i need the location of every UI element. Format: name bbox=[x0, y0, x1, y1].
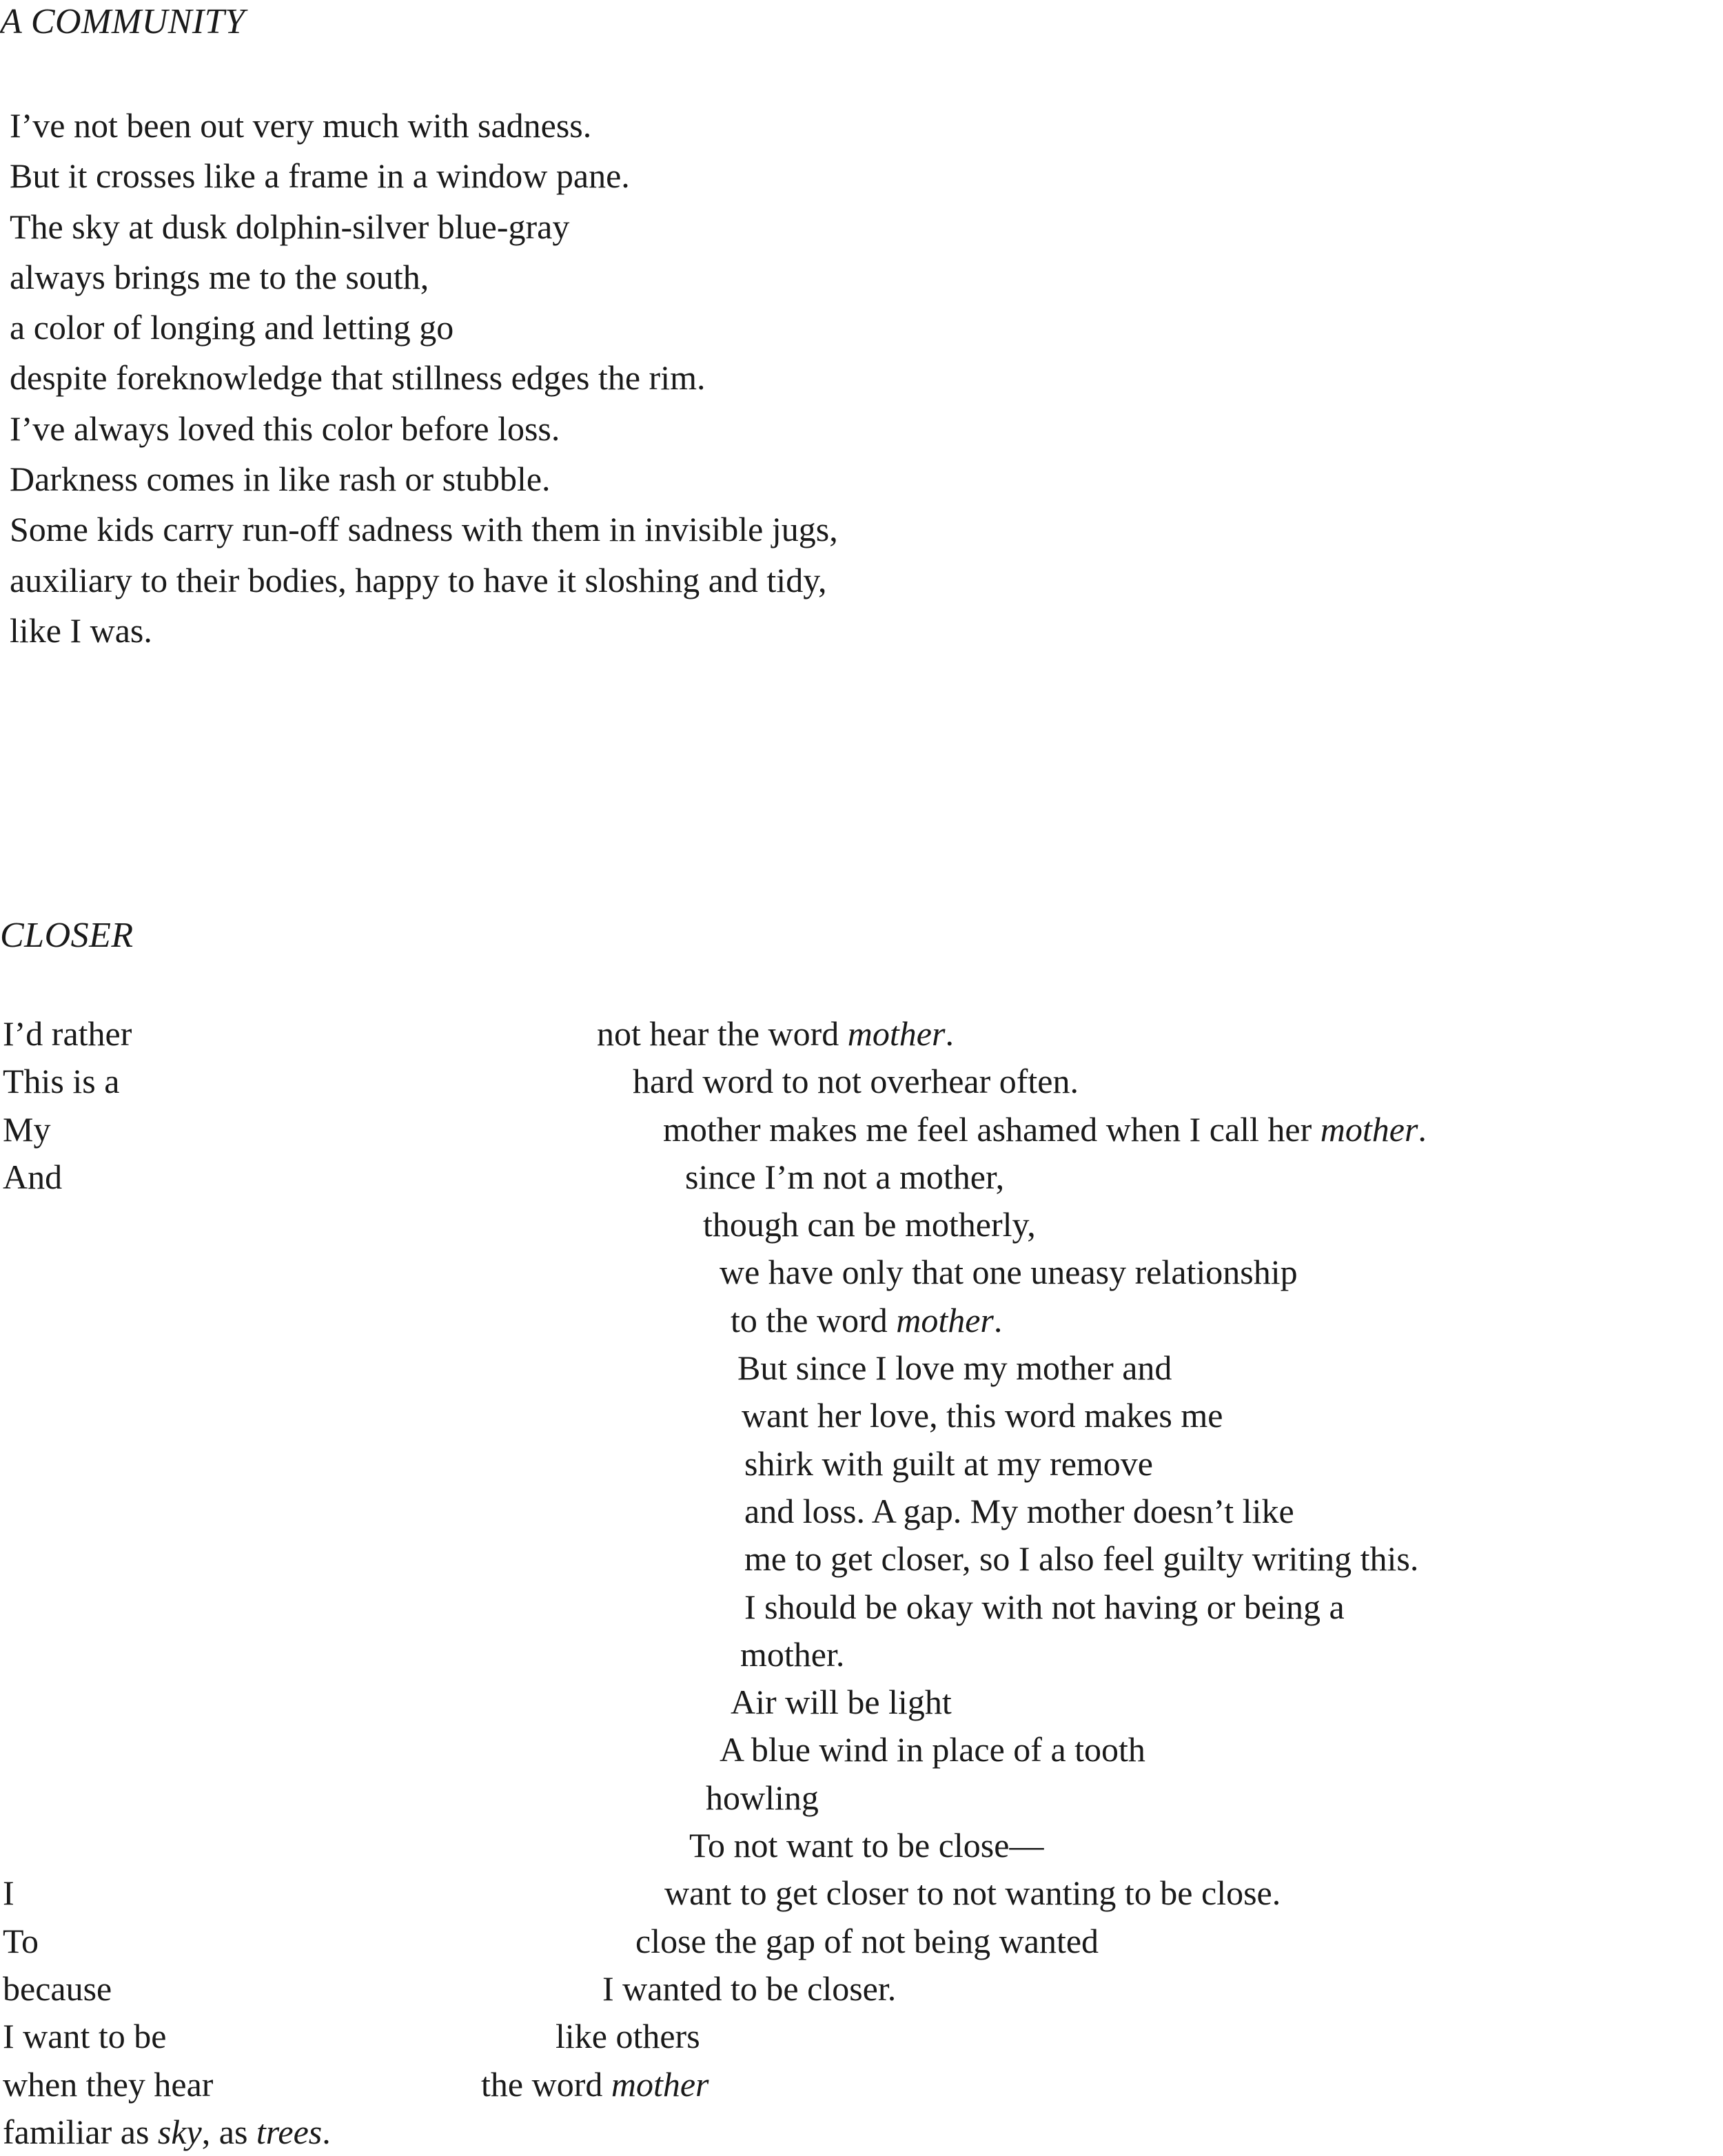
line-right-fragment bbox=[731, 1678, 952, 1726]
poem-line bbox=[0, 1631, 1723, 1678]
poem-line: always brings me to the south, bbox=[10, 257, 429, 296]
line-right-fragment bbox=[689, 1822, 1043, 1869]
poem-line: I’ve not been out very much with sadness. bbox=[10, 106, 592, 145]
line-right-fragment bbox=[706, 1774, 819, 1822]
poem-line: auxiliary to their bodies, happy to have it sloshing and tidy, bbox=[10, 560, 827, 599]
text-run: though can be motherly, bbox=[703, 1205, 1036, 1244]
line-left-fragment bbox=[3, 2108, 331, 2156]
line-right-fragment bbox=[685, 1153, 1004, 1201]
poem-line: Some kids carry run-off sadness with them in invisible jugs, bbox=[10, 510, 838, 549]
text-run: I should be okay with not having or being a bbox=[744, 1587, 1345, 1626]
text-run: . bbox=[945, 1014, 954, 1053]
italic-word: mother bbox=[611, 2064, 709, 2104]
line-right-fragment bbox=[597, 1010, 954, 1058]
poem-line bbox=[0, 1965, 1723, 2013]
poem-line: I’ve always loved this color before loss. bbox=[10, 409, 560, 448]
line-right-fragment bbox=[703, 1201, 1036, 1249]
line-right-fragment bbox=[720, 1726, 1145, 1774]
text-run: I wanted to be closer. bbox=[602, 1969, 897, 2008]
text-run: mother. bbox=[740, 1634, 845, 1674]
line-left-fragment: I’d rather bbox=[3, 1014, 132, 1053]
line-left-fragment: This is a bbox=[3, 1062, 120, 1101]
text-run: hard word to not overhear often. bbox=[633, 1062, 1079, 1101]
poem-line bbox=[0, 2108, 1723, 2156]
italic-word: mother bbox=[896, 1300, 994, 1339]
text-run: . bbox=[322, 2112, 331, 2151]
poem-line bbox=[0, 1106, 1723, 1153]
poem-line bbox=[0, 1726, 1723, 1774]
line-left-fragment: To bbox=[3, 1921, 39, 1960]
poem-line bbox=[0, 1440, 1723, 1488]
poem-title: CLOSER bbox=[0, 916, 134, 955]
line-left-fragment: My bbox=[3, 1109, 51, 1149]
text-run: we have only that one uneasy relationship bbox=[720, 1253, 1298, 1292]
text-run: howling bbox=[706, 1778, 819, 1817]
poem-line bbox=[0, 1201, 1723, 1249]
poem-line: like I was. bbox=[10, 610, 152, 650]
line-right-fragment bbox=[744, 1488, 1294, 1535]
poem-line bbox=[0, 1678, 1723, 1726]
line-right-fragment bbox=[744, 1440, 1153, 1488]
poem-body bbox=[0, 1010, 1723, 2156]
text-run: mother makes me feel ashamed when I call her bbox=[663, 1109, 1321, 1149]
text-run: the word bbox=[481, 2064, 611, 2104]
poem-line bbox=[0, 1774, 1723, 1822]
poem-line: despite foreknowledge that stillness edges the rim. bbox=[10, 358, 706, 398]
line-right-fragment bbox=[744, 1535, 1418, 1583]
poem-line bbox=[0, 1822, 1723, 1869]
poem-line bbox=[0, 2013, 1723, 2060]
poem-line: But it crosses like a frame in a window pane. bbox=[10, 156, 630, 196]
line-right-fragment bbox=[737, 1344, 1172, 1392]
line-right-fragment bbox=[664, 1869, 1281, 1917]
italic-word: mother bbox=[847, 1014, 946, 1053]
line-right-fragment bbox=[742, 1392, 1223, 1439]
text-run: want to get closer to not wanting to be close. bbox=[664, 1873, 1281, 1913]
text-run: A blue wind in place of a tooth bbox=[720, 1730, 1145, 1769]
text-run: me to get closer, so I also feel guilty writing this. bbox=[744, 1539, 1419, 1579]
text-run: familiar as bbox=[3, 2112, 158, 2151]
text-run: shirk with guilt at my remove bbox=[744, 1444, 1153, 1483]
poem-line bbox=[0, 1297, 1723, 1344]
poem-line bbox=[0, 1344, 1723, 1392]
text-run: close the gap of not being wanted bbox=[635, 1921, 1099, 1960]
line-left-fragment: And bbox=[3, 1157, 63, 1196]
line-left-fragment: because bbox=[3, 1969, 112, 2008]
text-run: . bbox=[993, 1300, 1003, 1339]
poem-line: a color of longing and letting go bbox=[10, 308, 454, 347]
text-run: not hear the word bbox=[597, 1014, 848, 1053]
poem-line bbox=[0, 1392, 1723, 1439]
poem-title: A COMMUNITY bbox=[0, 2, 245, 41]
line-left-fragment: when they hear bbox=[3, 2064, 214, 2104]
text-run: like others bbox=[555, 2017, 700, 2056]
line-right-fragment bbox=[744, 1583, 1345, 1631]
text-run: and loss. A gap. My mother doesn’t like bbox=[744, 1491, 1294, 1530]
poem-line bbox=[0, 1918, 1723, 1965]
poem-line: The sky at dusk dolphin-silver blue-gray bbox=[10, 207, 570, 246]
text-run: . bbox=[1418, 1109, 1427, 1149]
poem-line bbox=[0, 1583, 1723, 1631]
line-left-fragment: I want to be bbox=[3, 2017, 167, 2056]
italic-word: trees bbox=[256, 2112, 323, 2151]
poem-line bbox=[0, 1488, 1723, 1535]
line-right-fragment bbox=[720, 1249, 1298, 1296]
poem-line bbox=[0, 2061, 1723, 2108]
text-run: to the word bbox=[731, 1300, 897, 1339]
line-right-fragment bbox=[555, 2013, 700, 2060]
italic-word: mother bbox=[1320, 1109, 1418, 1149]
italic-word: sky bbox=[157, 2112, 202, 2151]
text-run: want her love, this word makes me bbox=[742, 1396, 1223, 1435]
poem-line bbox=[0, 1010, 1723, 1058]
line-right-fragment bbox=[633, 1058, 1079, 1105]
text-run: Air will be light bbox=[731, 1683, 952, 1722]
line-right-fragment bbox=[481, 2061, 709, 2108]
poem-line: Darkness comes in like rash or stubble. bbox=[10, 460, 551, 499]
poem-body bbox=[10, 101, 838, 656]
line-right-fragment bbox=[663, 1106, 1427, 1153]
poem-line bbox=[0, 1249, 1723, 1296]
poem-line bbox=[0, 1058, 1723, 1105]
poem-line bbox=[0, 1153, 1723, 1201]
line-right-fragment bbox=[731, 1297, 1002, 1344]
text-run: But since I love my mother and bbox=[737, 1348, 1172, 1388]
line-right-fragment bbox=[602, 1965, 896, 2013]
text-run: To not want to be close— bbox=[689, 1826, 1044, 1865]
poem-line bbox=[0, 1869, 1723, 1917]
text-run: since I’m not a mother, bbox=[685, 1157, 1005, 1196]
line-left-fragment: I bbox=[3, 1873, 14, 1913]
line-right-fragment bbox=[635, 1918, 1099, 1965]
text-run: , as bbox=[201, 2112, 256, 2151]
poem-line bbox=[0, 1535, 1723, 1583]
line-right-fragment bbox=[740, 1631, 844, 1678]
